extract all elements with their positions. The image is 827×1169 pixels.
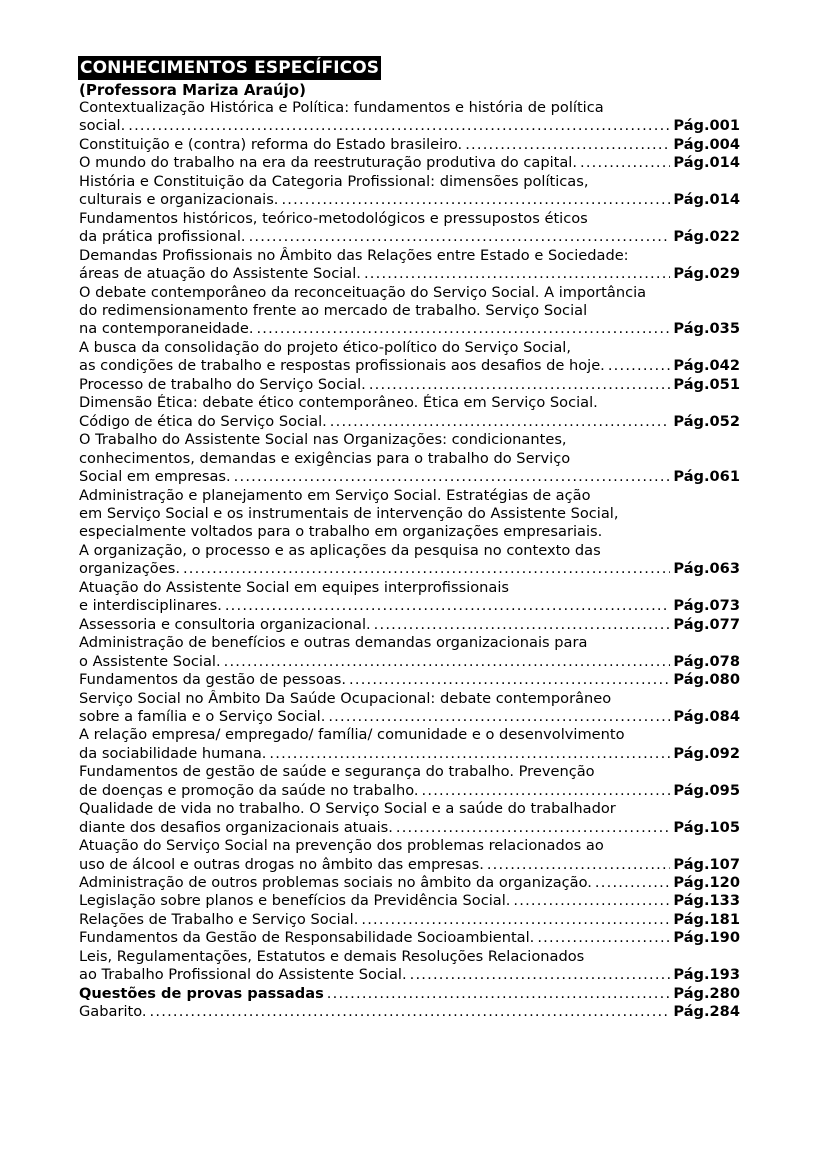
toc-entry-title: Assessoria e consultoria organizacional. (79, 615, 371, 633)
toc-entry-title: O mundo do trabalho na era da reestruturação produtiva do capital. (79, 154, 577, 172)
dot-leader (349, 671, 670, 689)
toc-entry-line: especialmente voltados para o trabalho em organizações empresariais. (79, 523, 603, 541)
toc-entry (79, 99, 740, 136)
page-number: Pág.107 (673, 855, 740, 873)
toc-entry-last-line (79, 560, 740, 578)
toc-entry-last-line (79, 929, 740, 947)
page-number: Pág.077 (673, 615, 740, 633)
toc-entry-line: do redimensionamento frente ao mercado de trabalho. Serviço Social (79, 301, 588, 319)
dot-leader (422, 782, 671, 800)
page-number: Pág.092 (673, 744, 740, 762)
toc-entry-title: Relações de Trabalho e Serviço Social. (79, 910, 359, 928)
toc-entry-last-line (79, 154, 740, 172)
toc-entry-title: as condições de trabalho e respostas profissionais aos desafios de hoje. (79, 357, 605, 375)
page-number: Pág.284 (673, 1003, 740, 1021)
toc-entry-line: Contextualização Histórica e Política: fundamentos e história de política (79, 99, 604, 116)
toc-entry-title: organizações. (79, 560, 180, 578)
toc-entry (79, 985, 740, 1003)
toc-entry-title: de doenças e promoção da saúde no trabalho. (79, 781, 419, 799)
toc-entry-title: Social em empresas. (79, 468, 231, 486)
toc-entry (79, 210, 740, 247)
toc-entry-title: Código de ética do Serviço Social. (79, 412, 327, 430)
page-number: Pág.280 (673, 984, 740, 1002)
page-number: Pág.073 (673, 597, 740, 615)
page-number: Pág.001 (673, 117, 740, 135)
dot-leader (256, 320, 670, 338)
toc-entry (79, 874, 740, 892)
toc-entry (79, 1003, 740, 1021)
toc-entry-last-line (79, 966, 740, 984)
toc-entry-line: Fundamentos de gestão de saúde e segurança do trabalho. Prevenção (79, 763, 595, 781)
dot-leader (513, 892, 670, 910)
toc-entry (79, 339, 740, 376)
dot-leader (183, 560, 670, 578)
dot-leader (537, 929, 670, 947)
toc-entry (79, 284, 740, 339)
page-number: Pág.193 (673, 966, 740, 984)
toc-entry-line: conhecimentos, demandas e exigências para o trabalho do Serviço (79, 449, 571, 467)
toc-entry (79, 726, 740, 763)
toc-entry (79, 487, 740, 579)
toc-entry-line: Qualidade de vida no trabalho. O Serviço Social e a saúde do trabalhador (79, 800, 616, 818)
toc-entry-line: O Trabalho do Assistente Social nas Organizações: condicionantes, (79, 431, 567, 449)
dot-leader (374, 616, 671, 634)
toc-entry-line: em Serviço Social e os instrumentais de intervenção do Assistente Social, (79, 504, 619, 522)
dot-leader (249, 228, 671, 246)
toc-entry (79, 247, 740, 284)
toc-entry-title: uso de álcool e outras drogas no âmbito das empresas. (79, 855, 484, 873)
toc-entry-line: História e Constituição da Categoria Profissional: dimensões políticas, (79, 172, 589, 190)
toc-entry-title: diante dos desafios organizacionais atuais. (79, 818, 393, 836)
toc-entry (79, 376, 740, 394)
toc-entry-line: Administração e planejamento em Serviço Social. Estratégias de ação (79, 486, 591, 504)
toc-entry (79, 154, 740, 172)
toc-entry-last-line (79, 191, 740, 209)
dot-leader (234, 468, 671, 486)
toc-entry (79, 634, 740, 671)
dot-leader (410, 966, 671, 984)
dot-leader (128, 117, 670, 135)
toc-entry (79, 763, 740, 800)
toc-entry (79, 911, 740, 929)
dot-leader (361, 911, 670, 929)
page-number: Pág.004 (673, 135, 740, 153)
page-number: Pág.014 (673, 191, 740, 209)
dot-leader (225, 597, 671, 615)
page-number: Pág.051 (673, 375, 740, 393)
toc-entry-title: Processo de trabalho do Serviço Social. (79, 375, 366, 393)
toc-entry (79, 431, 740, 486)
toc-entry (79, 690, 740, 727)
dot-leader (369, 376, 671, 394)
page-number: Pág.095 (673, 781, 740, 799)
toc-entry-last-line (79, 653, 740, 671)
toc-entry (79, 800, 740, 837)
toc-entry (79, 616, 740, 634)
dot-leader (281, 191, 670, 209)
toc-entry-last-line (79, 357, 740, 375)
toc-entry-title: ao Trabalho Profissional do Assistente Social. (79, 966, 407, 984)
dot-leader (224, 653, 671, 671)
toc-entry-title: social. (79, 117, 126, 135)
toc-entry-last-line (79, 597, 740, 615)
toc-entry-last-line (79, 671, 740, 689)
dot-leader (396, 819, 671, 837)
toc-entry-last-line (79, 782, 740, 800)
section-heading-text: CONHECIMENTOS ESPECÍFICOS (80, 58, 380, 78)
page-number: Pág.084 (673, 707, 740, 725)
toc-list (78, 99, 740, 1022)
dot-leader (327, 985, 671, 1003)
page-number: Pág.080 (673, 671, 740, 689)
toc-entry-last-line (79, 468, 740, 486)
page-number: Pág.052 (673, 412, 740, 430)
toc-entry-last-line (79, 874, 740, 892)
toc-entry (79, 671, 740, 689)
dot-leader (150, 1003, 671, 1021)
toc-entry-title: Gabarito. (79, 1003, 147, 1021)
page-number: Pág.014 (673, 154, 740, 172)
dot-leader (595, 874, 670, 892)
toc-entry-line: Atuação do Assistente Social em equipes interprofissionais (79, 578, 510, 596)
toc-entry-title: Constituição e (contra) reforma do Estado brasileiro. (79, 135, 463, 153)
author-line: (Professora Mariza Araújo) (79, 81, 306, 99)
page-number: Pág.105 (673, 818, 740, 836)
toc-entry-line: A relação empresa/ empregado/ família/ comunidade e o desenvolvimento (79, 726, 625, 744)
toc-entry-last-line (79, 117, 740, 135)
page-number: Pág.022 (673, 228, 740, 246)
page-number: Pág.061 (673, 468, 740, 486)
toc-entry-line: Leis, Regulamentações, Estatutos e demais Resoluções Relacionados (79, 947, 585, 965)
page-number: Pág.190 (673, 929, 740, 947)
toc-entry-last-line (79, 376, 740, 394)
toc-entry-last-line (79, 708, 740, 726)
toc-entry-line: A organização, o processo e as aplicações da pesquisa no contexto das (79, 541, 601, 559)
toc-entry-last-line (79, 911, 740, 929)
toc-entry-title: e interdisciplinares. (79, 597, 222, 615)
dot-leader (487, 856, 671, 874)
toc-entry-title: sobre a família e o Serviço Social. (79, 707, 326, 725)
toc-entry-title: Fundamentos da Gestão de Responsabilidade Socioambiental. (79, 929, 535, 947)
dot-leader (580, 154, 670, 172)
toc-entry-last-line (79, 856, 740, 874)
dot-leader (330, 413, 671, 431)
toc-entry (79, 136, 740, 154)
toc-entry-last-line (79, 136, 740, 154)
page-number: Pág.181 (673, 910, 740, 928)
page-number: Pág.042 (673, 357, 740, 375)
page-number: Pág.078 (673, 652, 740, 670)
section-heading (78, 56, 740, 80)
page-number: Pág.120 (673, 874, 740, 892)
toc-entry-title: Administração de outros problemas sociais no âmbito da organização. (79, 874, 592, 892)
toc-entry-line: O debate contemporâneo da reconceituação do Serviço Social. A importância (79, 283, 647, 301)
toc-entry-last-line (79, 745, 740, 763)
toc-entry-title: Legislação sobre planos e benefícios da Previdência Social. (79, 892, 511, 910)
toc-entry-line: Atuação do Serviço Social na prevenção dos problemas relacionados ao (79, 837, 604, 855)
toc-entry-last-line (79, 320, 740, 338)
dot-leader (465, 136, 670, 154)
toc-entry (79, 579, 740, 616)
toc-entry (79, 394, 740, 431)
toc-entry-title: Fundamentos da gestão de pessoas. (79, 671, 347, 689)
toc-entry-line: Dimensão Ética: debate ético contemporâneo. Ética em Serviço Social. (79, 394, 598, 412)
toc-entry-last-line (79, 616, 740, 634)
toc-entry-last-line (79, 985, 740, 1003)
toc-entry (79, 837, 740, 874)
dot-leader (269, 745, 670, 763)
toc-entry-line: Fundamentos históricos, teórico-metodológicos e pressupostos éticos (79, 209, 588, 227)
toc-entry-last-line (79, 413, 740, 431)
page-number: Pág.133 (673, 892, 740, 910)
toc-entry-last-line (79, 265, 740, 283)
toc-entry-last-line (79, 819, 740, 837)
toc-entry-last-line (79, 892, 740, 910)
toc-entry-last-line (79, 228, 740, 246)
toc-entry-line: Administração de benefícios e outras demandas organizacionais para (79, 634, 588, 652)
toc-entry-line: A busca da consolidação do projeto ético-político do Serviço Social, (79, 338, 571, 356)
page-number: Pág.035 (673, 320, 740, 338)
toc-entry-title: Questões de provas passadas (79, 984, 324, 1002)
table-of-contents-page (78, 56, 740, 1022)
page-number: Pág.063 (673, 560, 740, 578)
toc-entry-title: da prática profissional. (79, 228, 246, 246)
toc-entry (79, 929, 740, 947)
toc-entry-last-line (79, 1003, 740, 1021)
toc-entry (79, 948, 740, 985)
page-number: Pág.029 (673, 265, 740, 283)
toc-entry (79, 173, 740, 210)
dot-leader (608, 357, 671, 375)
toc-entry-line: Serviço Social no Âmbito Da Saúde Ocupacional: debate contemporâneo (79, 689, 612, 707)
toc-entry (79, 892, 740, 910)
dot-leader (328, 708, 670, 726)
toc-entry-title: da sociabilidade humana. (79, 744, 267, 762)
toc-entry-title: na contemporaneidade. (79, 320, 254, 338)
dot-leader (364, 265, 670, 283)
toc-entry-title: áreas de atuação do Assistente Social. (79, 265, 361, 283)
toc-entry-line: Demandas Profissionais no Âmbito das Relações entre Estado e Sociedade: (79, 246, 629, 264)
toc-entry-title: culturais e organizacionais. (79, 191, 279, 209)
toc-entry-title: o Assistente Social. (79, 652, 221, 670)
